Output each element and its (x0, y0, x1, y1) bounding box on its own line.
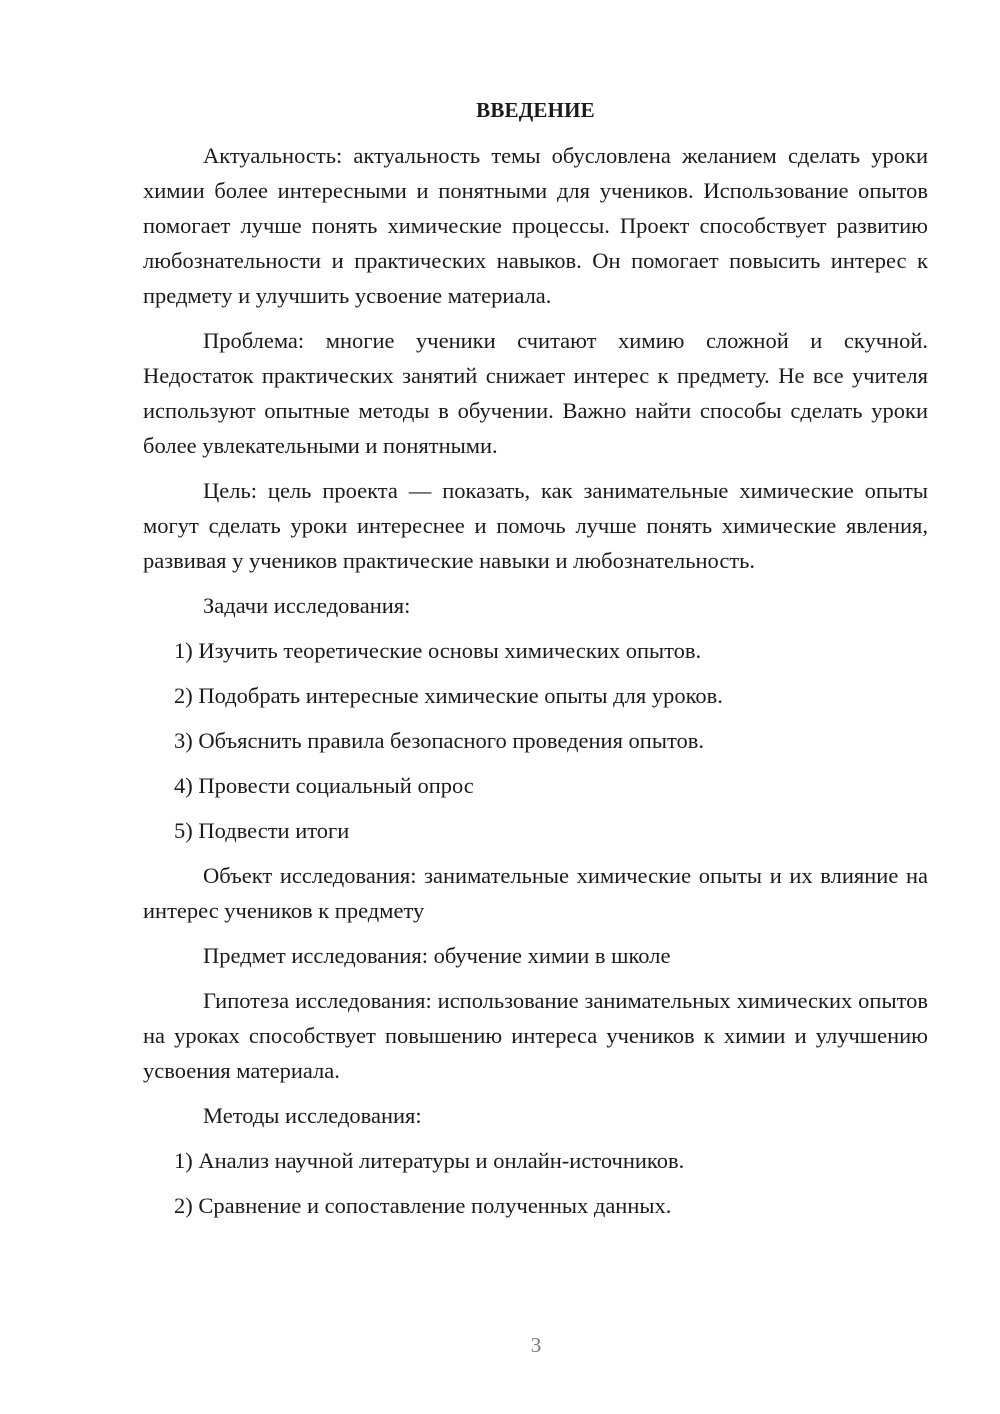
relevance-paragraph: Актуальность: актуальность темы обусловлена желанием сделать уроки химии более интересными и понятными для учеников. Использование опытов помогает лучше понять химические процессы. Проект способствует развитию любознательности и практических навыков. Он помогает повысить интерес к предмету и улучшить усвоение материала. (143, 143, 928, 308)
methods-title: Методы исследования: (203, 1103, 422, 1128)
subject-paragraph: Предмет исследования: обучение химии в школе (203, 943, 671, 968)
list-item: 1) Изучить теоретические основы химических опытов. (174, 638, 702, 663)
problem-paragraph: Проблема: многие ученики считают химию сложной и скучной. Недостаток практических занятий снижает интерес к предмету. Не все учителя используют опытные методы в обучении. Важно найти способы сделать уроки более увлекательными и понятными. (143, 328, 928, 458)
methods-list (143, 1143, 928, 1223)
section-heading: ВВЕДЕНИЕ (476, 98, 595, 122)
page-number: 3 (530, 1333, 542, 1357)
tasks-title: Задачи исследования: (203, 593, 411, 618)
goal-paragraph: Цель: цель проекта — показать, как занимательные химические опыты могут сделать уроки интереснее и помочь лучше понять химические явления, развивая у учеников практические навыки и любознательность. (143, 478, 928, 573)
object-paragraph: Объект исследования: занимательные химические опыты и их влияние на интерес учеников к предмету (143, 863, 928, 923)
tasks-list (143, 633, 928, 848)
list-item: 1) Анализ научной литературы и онлайн-источников. (174, 1148, 685, 1173)
list-item: 5) Подвести итоги (174, 818, 350, 843)
page-content (143, 93, 928, 1233)
list-item: 2) Подобрать интересные химические опыты для уроков. (174, 683, 723, 708)
list-item: 4) Провести социальный опрос (174, 773, 474, 798)
list-item: 2) Сравнение и сопоставление полученных данных. (174, 1193, 672, 1218)
hypothesis-paragraph: Гипотеза исследования: использование занимательных химических опытов на уроках способствует повышению интереса учеников к химии и улучшению усвоения материала. (143, 988, 928, 1083)
list-item: 3) Объяснить правила безопасного проведения опытов. (174, 728, 704, 753)
